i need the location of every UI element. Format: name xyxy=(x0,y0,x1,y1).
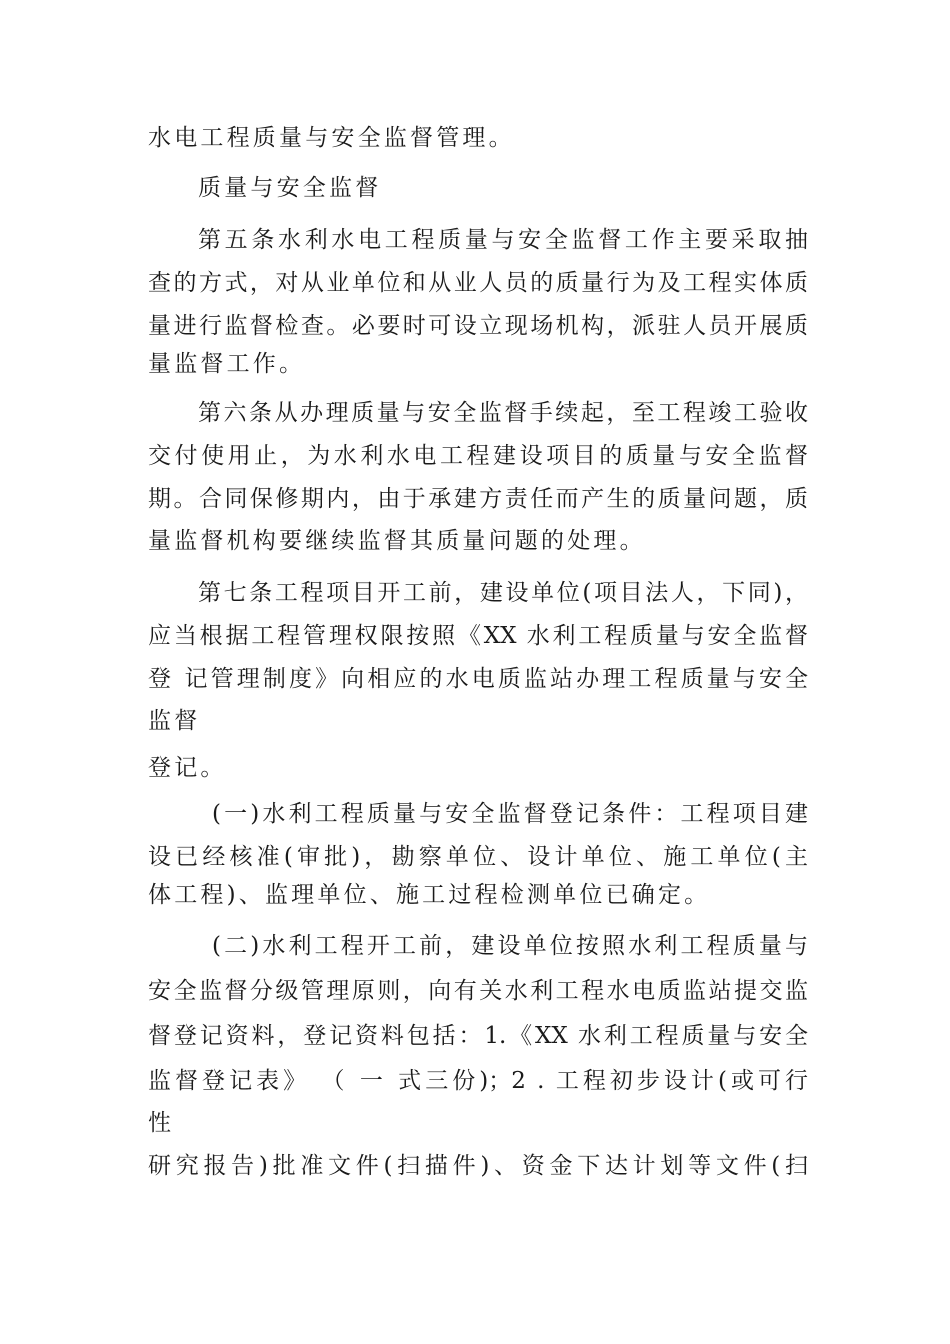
item-2-line-4: 监督登记表》 （ 一 式三份)；2 . 工程初步设计(或可行 xyxy=(148,1068,808,1094)
article-5-line-1: 第五条水利水电工程质量与安全监督工作主要采取抽 xyxy=(198,227,808,253)
article-7-line-3: 登 记管理制度》向相应的水电质监站办理工程质量与安全 xyxy=(148,666,808,692)
item-1-line-3: 体工程)、监理单位、施工过程检测单位已确定。 xyxy=(148,882,711,908)
text-line-1: 水电工程质量与安全监督管理。 xyxy=(148,125,515,151)
item-2-line-1: (二)水利工程开工前，建设单位按照水利工程质量与 xyxy=(212,933,808,959)
item-1-line-1: (一)水利工程质量与安全监督登记条件：工程项目建 xyxy=(212,801,808,827)
article-6-line-3: 期。合同保修期内，由于承建方责任而产生的质量问题，质 xyxy=(148,486,808,512)
article-7-line-2: 应当根据工程管理权限按照《XX 水利工程质量与安全监督 xyxy=(148,623,808,649)
article-5-line-3: 量进行监督检查。必要时可设立现场机构，派驻人员开展质 xyxy=(148,313,808,339)
article-6-line-2: 交付使用止，为水利水电工程建设项目的质量与安全监督 xyxy=(148,443,808,469)
item-2-line-2: 安全监督分级管理原则，向有关水利工程水电质监站提交监 xyxy=(148,978,808,1004)
article-7-line-1: 第七条工程项目开工前，建设单位(项目法人，下同)， xyxy=(198,580,808,606)
article-6-line-1: 第六条从办理质量与安全监督手续起，至工程竣工验收 xyxy=(198,400,808,426)
article-7-line-5: 登记。 xyxy=(148,755,227,781)
item-2-line-3: 督登记资料，登记资料包括：1.《XX 水利工程质量与安全 xyxy=(148,1023,808,1049)
article-5-line-4: 量监督工作。 xyxy=(148,351,306,377)
item-2-line-5: 性 xyxy=(148,1110,175,1136)
item-1-line-2: 设已经核准(审批)，勘察单位、设计单位、施工单位(主 xyxy=(148,844,808,870)
article-5-line-2: 查的方式，对从业单位和从业人员的质量行为及工程实体质 xyxy=(148,270,808,296)
section-heading: 质量与安全监督 xyxy=(198,175,382,201)
article-6-line-4: 量监督机构要继续监督其质量问题的处理。 xyxy=(148,528,646,554)
item-2-line-6: 研究报告)批准文件(扫描件)、资金下达计划等文件(扫 xyxy=(148,1153,808,1179)
article-7-line-4: 监督 xyxy=(148,708,201,734)
